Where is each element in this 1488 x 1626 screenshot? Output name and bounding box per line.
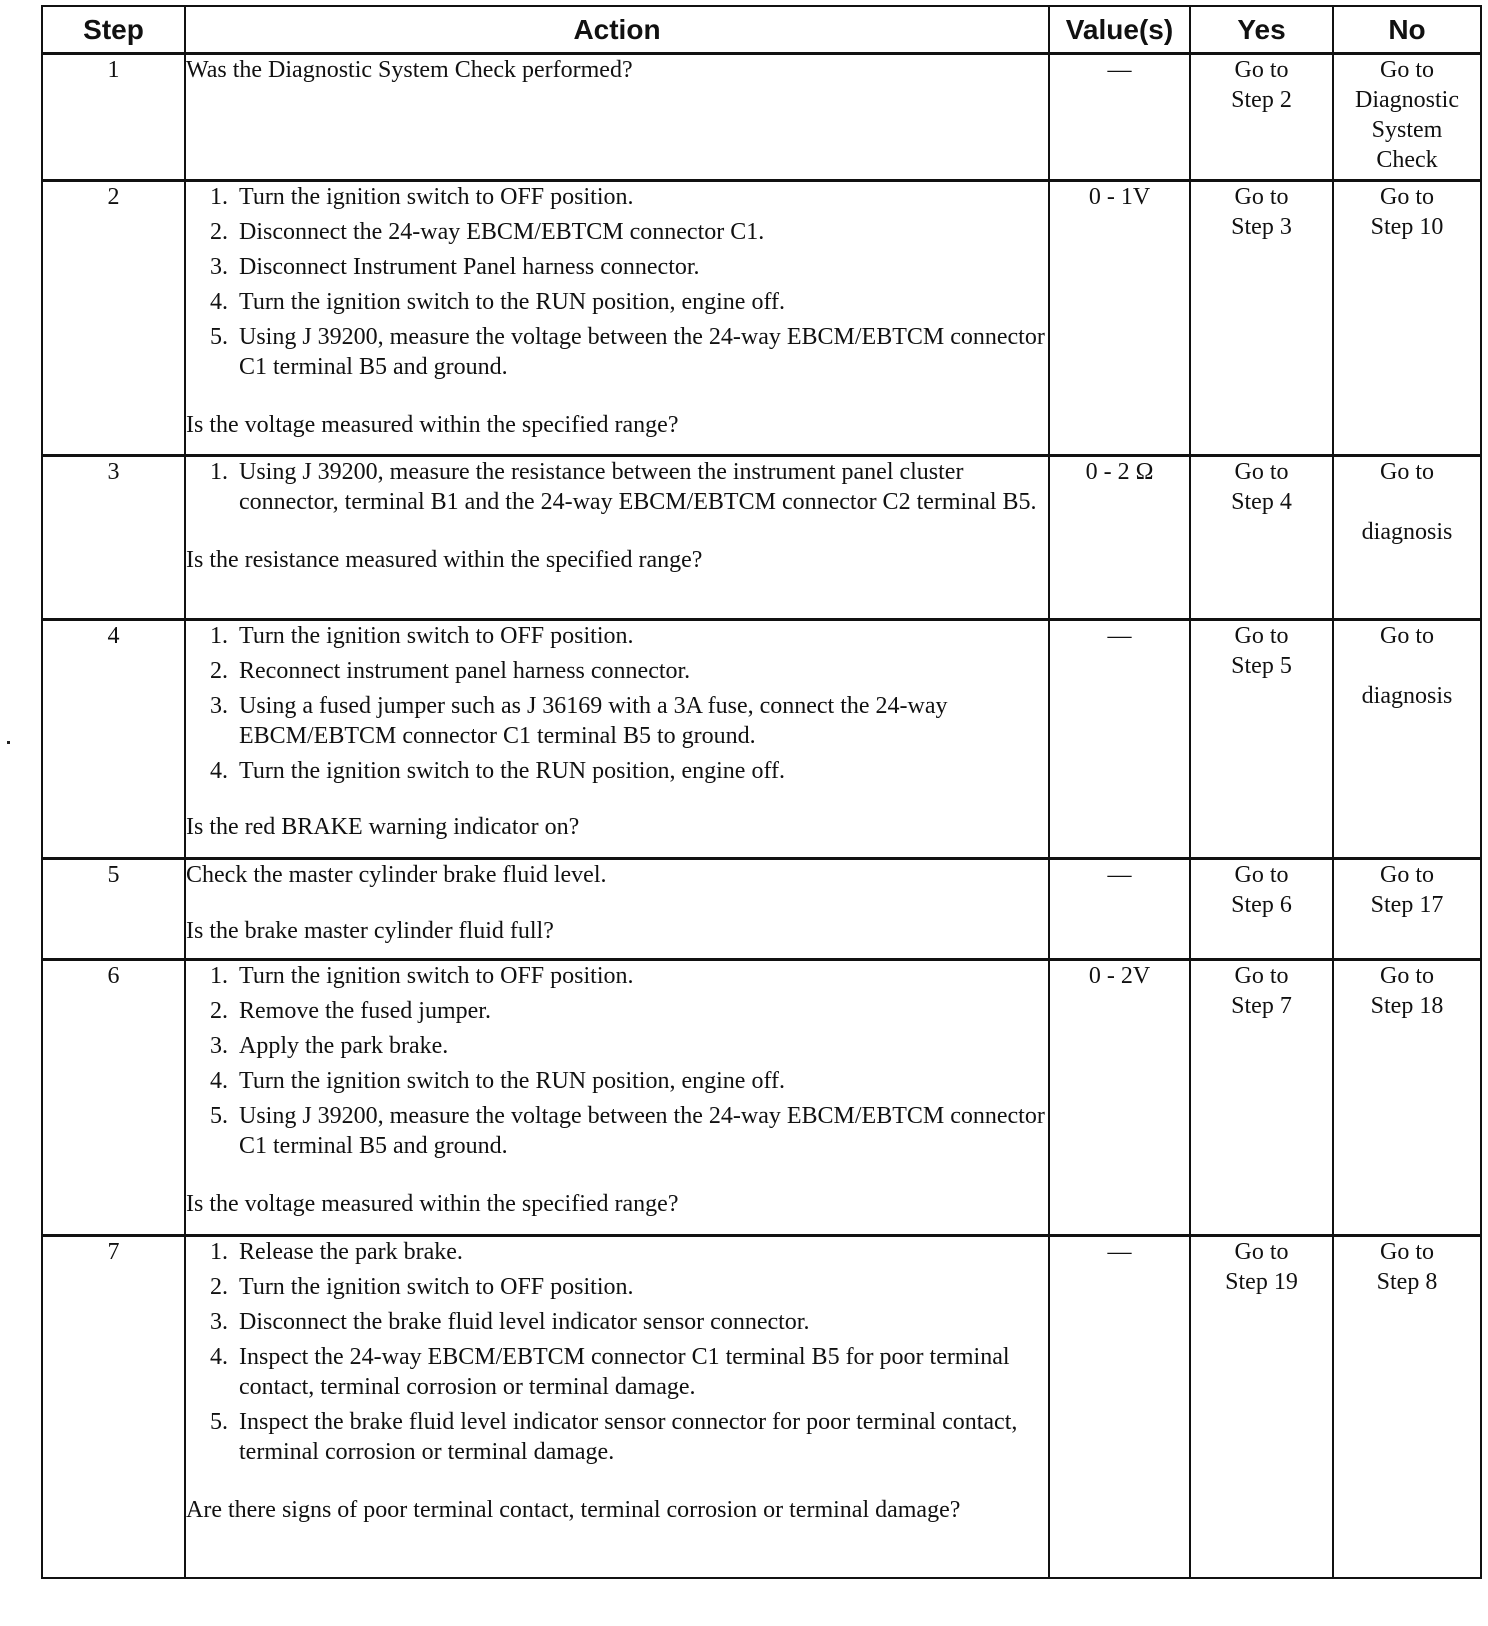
list-item: 2. Turn the ignition switch to OFF position. — [210, 1274, 634, 1300]
table-row — [42, 620, 1481, 859]
action-cell — [185, 456, 1049, 620]
scan-dot — [7, 741, 10, 744]
header-action: Action — [185, 6, 1049, 54]
table-row — [42, 960, 1481, 1236]
action-cell — [185, 1236, 1049, 1578]
list-item: 1. Turn the ignition switch to OFF position. — [210, 623, 634, 649]
no-cell: Go to Step 8 — [1333, 1236, 1481, 1578]
step-number: 6 — [42, 960, 185, 1236]
no-cell: Go to diagnosis — [1333, 456, 1481, 620]
list-item: 2. Remove the fused jumper. — [210, 998, 491, 1024]
list-item: 5. Using J 39200, measure the voltage between the 24-way EBCM/EBTCM connector C1 terminal B5 and ground. — [210, 1103, 1045, 1159]
action-text: Was the Diagnostic System Check performed? — [186, 57, 633, 83]
list-item: 3. Disconnect the brake fluid level indicator sensor connector. — [210, 1309, 810, 1335]
list-item: 2. Disconnect the 24-way EBCM/EBTCM connector C1. — [210, 219, 765, 245]
table-row — [42, 54, 1481, 181]
table-row — [42, 1236, 1481, 1578]
list-item: 4. Turn the ignition switch to the RUN position, engine off. — [210, 758, 785, 784]
table-row — [42, 456, 1481, 620]
action-cell — [185, 859, 1049, 960]
table-row — [42, 859, 1481, 960]
list-item: 4. Turn the ignition switch to the RUN position, engine off. — [210, 289, 785, 315]
yes-cell: Go to Step 3 — [1190, 181, 1333, 456]
value-cell: — — [1049, 54, 1190, 181]
value-cell: 0 - 2V — [1049, 960, 1190, 1236]
action-question: Is the voltage measured within the specified range? — [186, 412, 679, 438]
diagnostic-table — [41, 5, 1482, 1579]
action-question: Is the voltage measured within the specified range? — [186, 1191, 679, 1217]
action-steps — [186, 961, 1048, 1161]
list-item: 1. Using J 39200, measure the resistance between the instrument panel cluster connector, terminal B1 and the 24-way EBCM/EBTCM connector C2 terminal B5. — [210, 459, 1037, 515]
value-cell: — — [1049, 1236, 1190, 1578]
step-number: 1 — [42, 54, 185, 181]
step-number: 4 — [42, 620, 185, 859]
list-item: 2. Reconnect instrument panel harness connector. — [210, 658, 691, 684]
action-steps — [186, 1237, 1048, 1467]
no-cell: Go to Step 17 — [1333, 859, 1481, 960]
action-question: Is the resistance measured within the specified range? — [186, 547, 703, 573]
list-item: 1. Turn the ignition switch to OFF position. — [210, 184, 634, 210]
action-cell — [185, 181, 1049, 456]
value-cell: — — [1049, 859, 1190, 960]
yes-cell: Go to Step 6 — [1190, 859, 1333, 960]
action-steps — [186, 457, 1048, 517]
list-item: 3. Disconnect Instrument Panel harness connector. — [210, 254, 700, 280]
yes-cell: Go to Step 7 — [1190, 960, 1333, 1236]
no-cell: Go to Step 10 — [1333, 181, 1481, 456]
header-no: No — [1333, 6, 1481, 54]
table-row — [42, 181, 1481, 456]
list-item: 5. Inspect the brake fluid level indicator sensor connector for poor terminal contact, terminal corrosion or terminal damage. — [210, 1409, 1018, 1465]
list-item: 4. Inspect the 24-way EBCM/EBTCM connector C1 terminal B5 for poor terminal contact, terminal corrosion or terminal damage. — [210, 1344, 1010, 1400]
step-number: 2 — [42, 181, 185, 456]
action-cell — [185, 620, 1049, 859]
step-number: 5 — [42, 859, 185, 960]
no-cell: Go to Step 18 — [1333, 960, 1481, 1236]
action-steps — [186, 621, 1048, 786]
yes-cell: Go to Step 4 — [1190, 456, 1333, 620]
list-item: 1. Turn the ignition switch to OFF position. — [210, 963, 634, 989]
header-step: Step — [42, 6, 185, 54]
action-steps — [186, 182, 1048, 382]
action-cell — [185, 960, 1049, 1236]
list-item: 3. Apply the park brake. — [210, 1033, 449, 1059]
no-cell: Go to Diagnostic System Check — [1333, 54, 1481, 181]
action-text: Check the master cylinder brake fluid level. — [186, 862, 607, 888]
no-cell: Go to diagnosis — [1333, 620, 1481, 859]
step-number: 7 — [42, 1236, 185, 1578]
list-item: 4. Turn the ignition switch to the RUN position, engine off. — [210, 1068, 785, 1094]
value-cell: 0 - 1V — [1049, 181, 1190, 456]
value-cell: 0 - 2 Ω — [1049, 456, 1190, 620]
yes-cell: Go to Step 19 — [1190, 1236, 1333, 1578]
action-question: Are there signs of poor terminal contact, terminal corrosion or terminal damage? — [186, 1497, 961, 1523]
list-item: 1. Release the park brake. — [210, 1239, 463, 1265]
value-cell: — — [1049, 620, 1190, 859]
yes-cell: Go to Step 5 — [1190, 620, 1333, 859]
header-values: Value(s) — [1049, 6, 1190, 54]
header-row — [42, 6, 1481, 54]
list-item: 5. Using J 39200, measure the voltage between the 24-way EBCM/EBTCM connector C1 terminal B5 and ground. — [210, 324, 1045, 380]
action-cell — [185, 54, 1049, 181]
step-number: 3 — [42, 456, 185, 620]
list-item: 3. Using a fused jumper such as J 36169 with a 3A fuse, connect the 24-way EBCM/EBTCM connector C1 terminal B5 to ground. — [210, 693, 948, 749]
action-question: Is the brake master cylinder fluid full? — [186, 918, 554, 944]
yes-cell: Go to Step 2 — [1190, 54, 1333, 181]
action-question: Is the red BRAKE warning indicator on? — [186, 814, 580, 840]
header-yes: Yes — [1190, 6, 1333, 54]
